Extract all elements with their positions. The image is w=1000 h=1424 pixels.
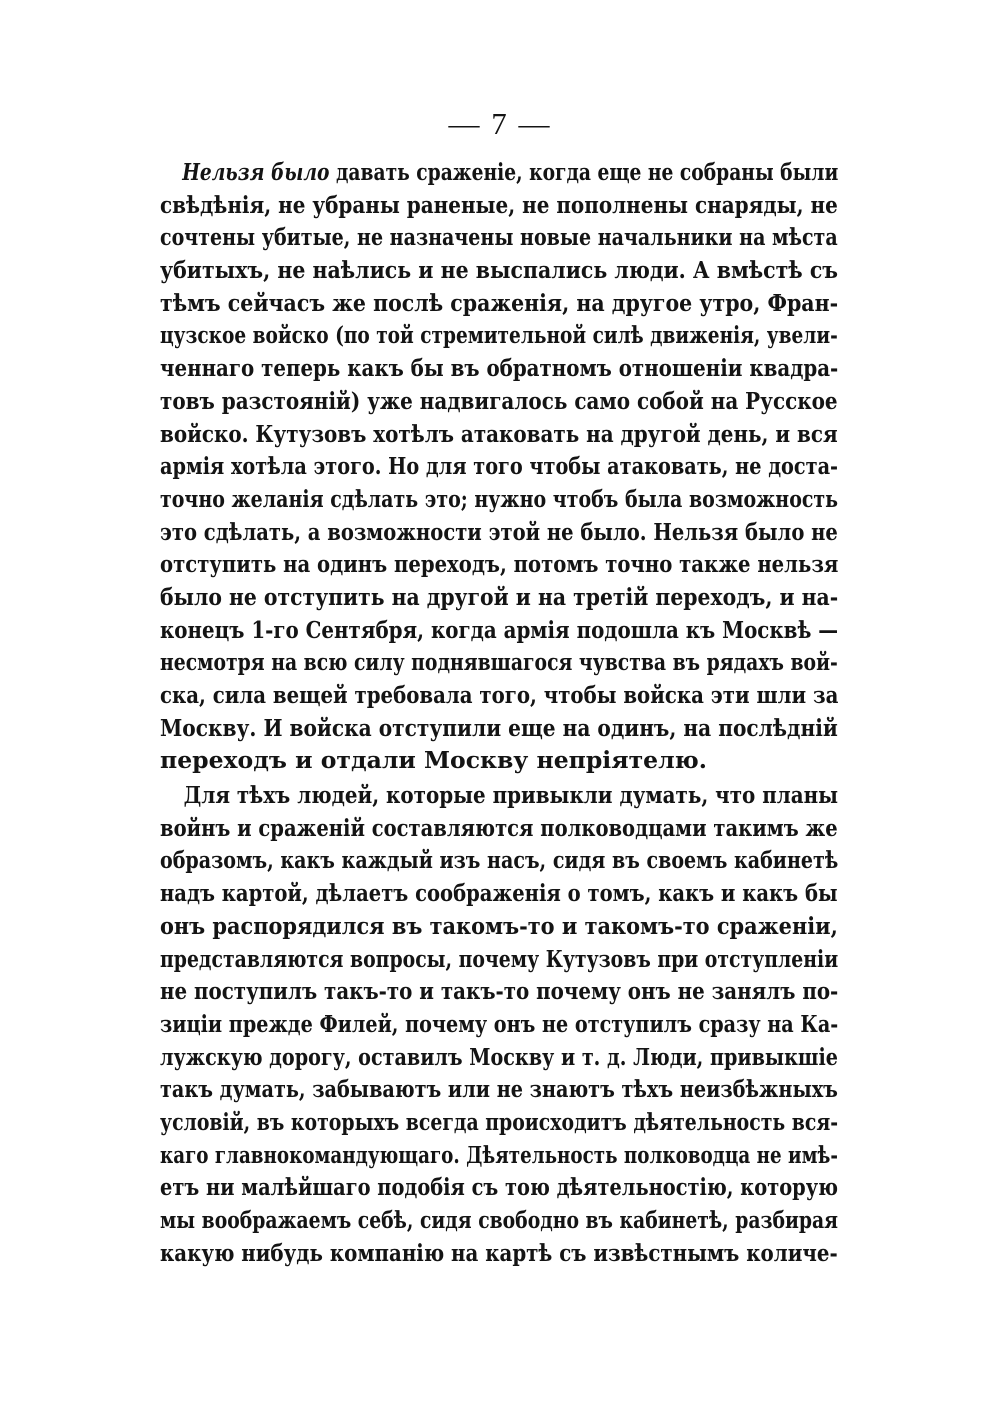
text-line: етъ ни малѣйшаго подобія съ тою дѣятельностію, которую [160, 1173, 838, 1202]
text-line: каго главнокомандующаго. Дѣятельность полководца не имѣ- [160, 1140, 838, 1169]
body-text [160, 156, 838, 1269]
text-line: свѣдѣнія, не убраны раненые, не пополнены снаряды, не [160, 190, 838, 219]
text-line: ченнаго теперь какъ бы въ обратномъ отношеніи квадра- [160, 354, 838, 383]
text-line: несмотря на всю силу поднявшагося чувства въ рядахъ вой- [160, 648, 838, 677]
text-line: отступить на одинъ переходъ, потомъ точно также нельзя [160, 550, 838, 579]
text-line: надъ картой, дѣлаетъ соображенія о томъ, какъ и какъ бы [160, 879, 838, 908]
text-line: условій, въ которыхъ всегда происходитъ дѣятельность вся- [160, 1107, 838, 1136]
text-line: цузское войско (по той стремительной силѣ движенія, увели- [160, 321, 838, 350]
paragraph [160, 156, 838, 777]
text-line: какую нибудь компанію на картѣ съ извѣстнымъ количе- [160, 1238, 838, 1267]
text-line: мы воображаемъ себѣ, сидя свободно въ кабинетѣ, разбирая [160, 1206, 838, 1234]
text-line: зиціи прежде Филей, почему онъ не отступилъ сразу на Ка- [160, 1009, 838, 1038]
text-line: онъ распорядился въ такомъ-то и такомъ-то сраженіи, [160, 911, 838, 940]
text-line: переходъ и отдали Москву непріятелю. [160, 746, 707, 775]
paragraph [160, 779, 838, 1269]
italic-lead: Нельзя было [182, 158, 330, 186]
text-line: Для тѣхъ людей, которые привыкли думать, что планы [183, 781, 838, 810]
text-line: сочтены убитые, не назначены новые начальники на мѣста [160, 223, 838, 252]
text-line: убитыхъ, не наѣлись и не выспались люди. А вмѣстѣ съ [160, 256, 838, 285]
text-line: образомъ, какъ каждый изъ насъ, сидя въ своемъ кабинетѣ [160, 846, 838, 875]
text-line: не поступилъ такъ-то и такъ-то почему онъ не занялъ по- [160, 977, 838, 1006]
text-line: товъ разстояній) уже надвигалось само собой на Русское [160, 386, 838, 415]
text-line: лужскую дорогу, оставилъ Москву и т. д. Люди, привыкшіе [160, 1042, 838, 1071]
text-line: Москву. И войска отступили еще на одинъ, на послѣдній [160, 713, 838, 742]
text-line: было не отступить на другой и на третій переходъ, и на- [160, 582, 838, 611]
page-number: — 7 — [448, 106, 552, 141]
text-line: это сдѣлать, а возможности этой не было. Нельзя было не [160, 517, 838, 546]
text-line: представляются вопросы, почему Кутузовъ при отступленіи [160, 944, 838, 973]
text-line: точно желанія сдѣлать это; нужно чтобъ была возможность [160, 484, 838, 513]
text-line: конецъ 1-го Сентября, когда армія подошла къ Москвѣ — [160, 615, 838, 644]
text-line: тѣмъ сейчасъ же послѣ сраженія, на другое утро, Фран- [160, 288, 838, 317]
text-line: армія хотѣла этого. Но для того чтобы атаковать, не доста- [160, 452, 838, 481]
text-line: ска, сила вещей требовала того, чтобы войска эти шли за [160, 681, 838, 709]
text-line: Нельзя было давать сраженіе, когда еще не собраны были [182, 158, 838, 186]
text-line: такъ думать, забываютъ или не знаютъ тѣхъ неизбѣжныхъ [160, 1075, 838, 1104]
text-line: войско. Кутузовъ хотѣлъ атаковать на другой день, и вся [160, 419, 838, 448]
text-line: войнъ и сраженій составляются полководцами такимъ же [160, 813, 838, 842]
